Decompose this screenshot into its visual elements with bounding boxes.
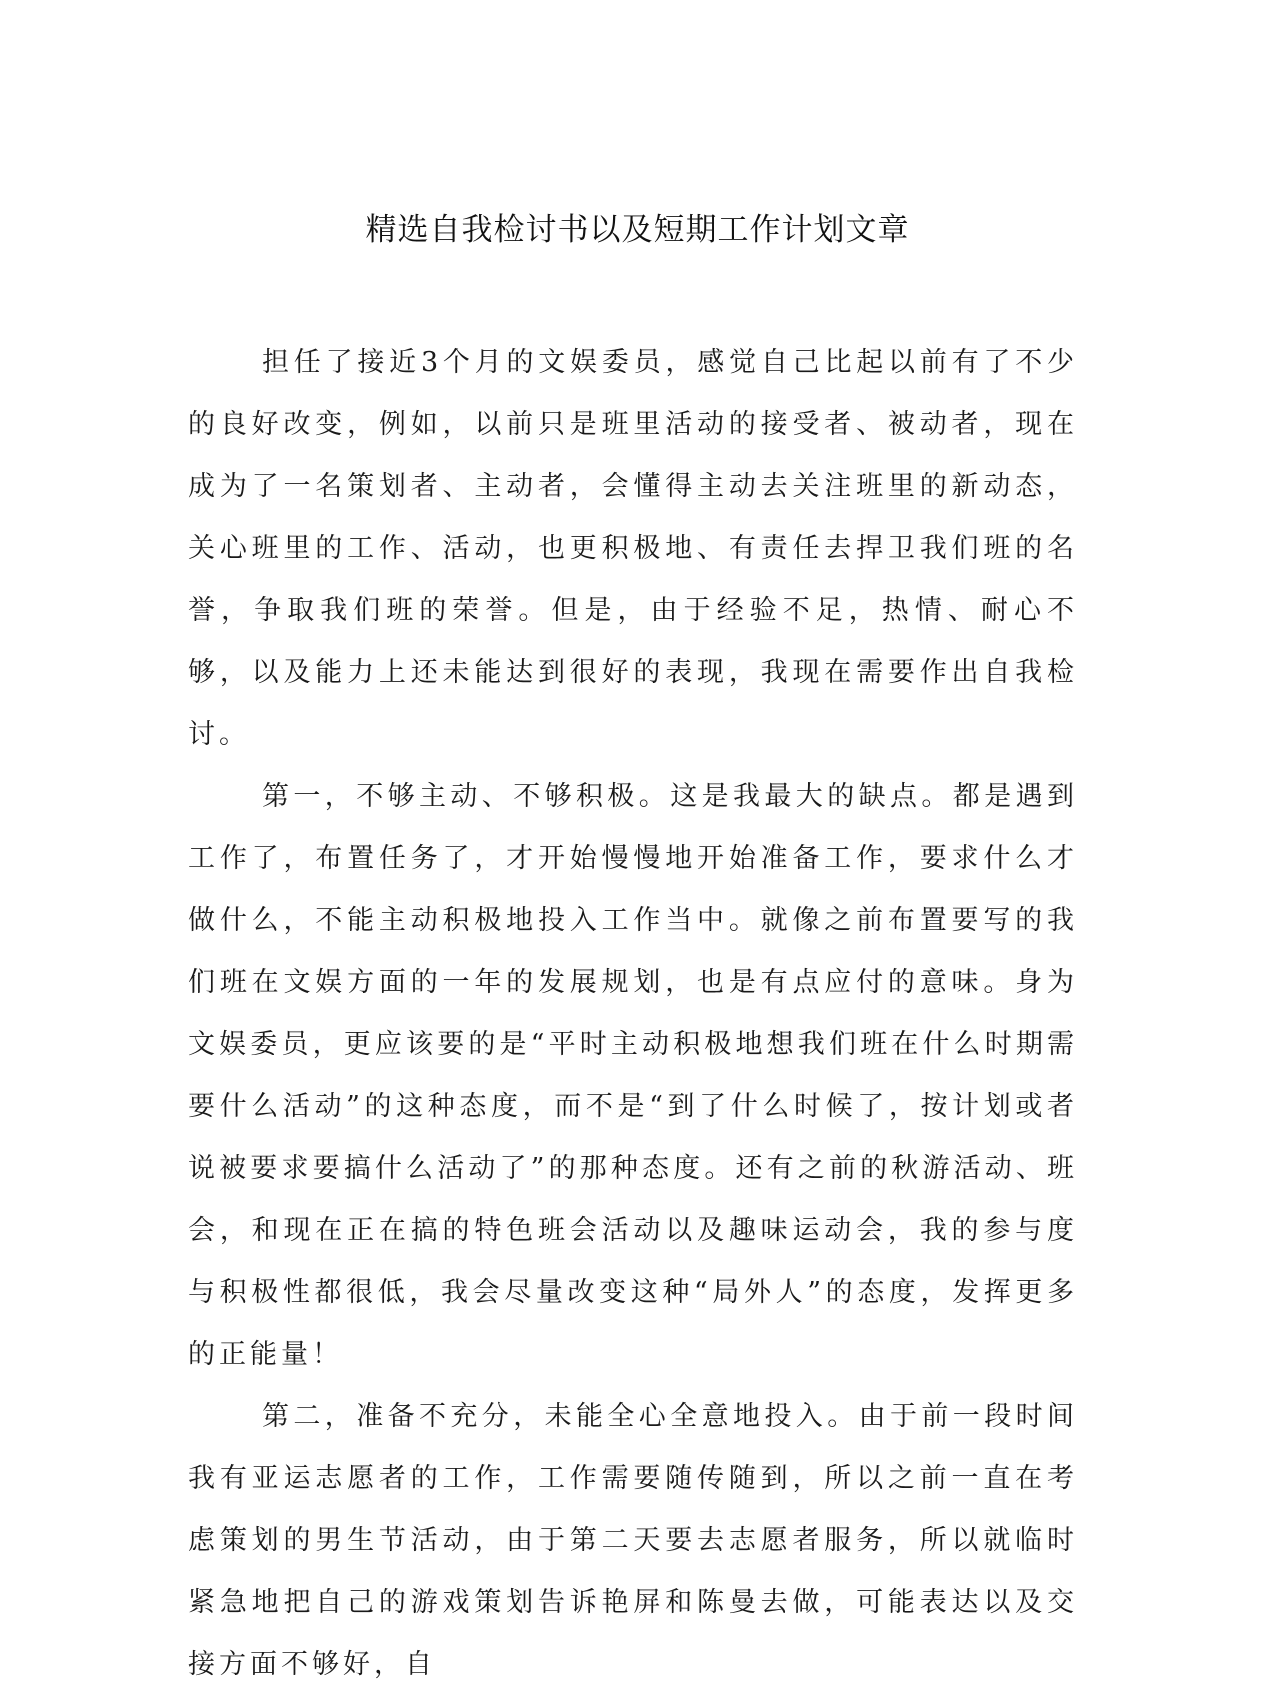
paragraph-2: 第一，不够主动、不够积极。这是我最大的缺点。都是遇到工作了，布置任务了，才开始慢慢地开始准备工作，要求什么才做什么，不能主动积极地投入工作当中。就像之前布置要写的我们班在文娱方面的一年的发展规划，也是有点应付的意味。身为文娱委员，更应该要的是“平时主动积极地想我们班在什么时期需要什么活动”的这种态度，而不是“到了什么时候了，按计划或者说被要求要搞什么活动了”的那种态度。还有之前的秋游活动、班会，和现在正在搞的特色班会活动以及趣味运动会，我的参与度与积极性都很低，我会尽量改变这种“局外人”的态度，发挥更多的正能量！: [188, 781, 1078, 1370]
paragraph-3: 第二，准备不充分，未能全心全意地投入。由于前一段时间我有亚运志愿者的工作，工作需要随传随到，所以之前一直在考虑策划的男生节活动，由于第二天要去志愿者服务，所以就临时紧急地把自己的游戏策划告诉艳屏和陈曼去做，可能表达以及交接方面不够好，自: [188, 1401, 1078, 1680]
document-body: [188, 332, 1078, 1696]
paragraph-1: 担任了接近3个月的文娱委员，感觉自己比起以前有了不少的良好改变，例如，以前只是班里活动的接受者、被动者，现在成为了一名策划者、主动者，会懂得主动去关注班里的新动态，关心班里的工作、活动，也更积极地、有责任去捍卫我们班的名誉，争取我们班的荣誉。但是，由于经验不足，热情、耐心不够，以及能力上还未能达到很好的表现，我现在需要作出自我检讨。: [188, 347, 1078, 750]
document-title: 精选自我检讨书以及短期工作计划文章: [365, 212, 910, 248]
